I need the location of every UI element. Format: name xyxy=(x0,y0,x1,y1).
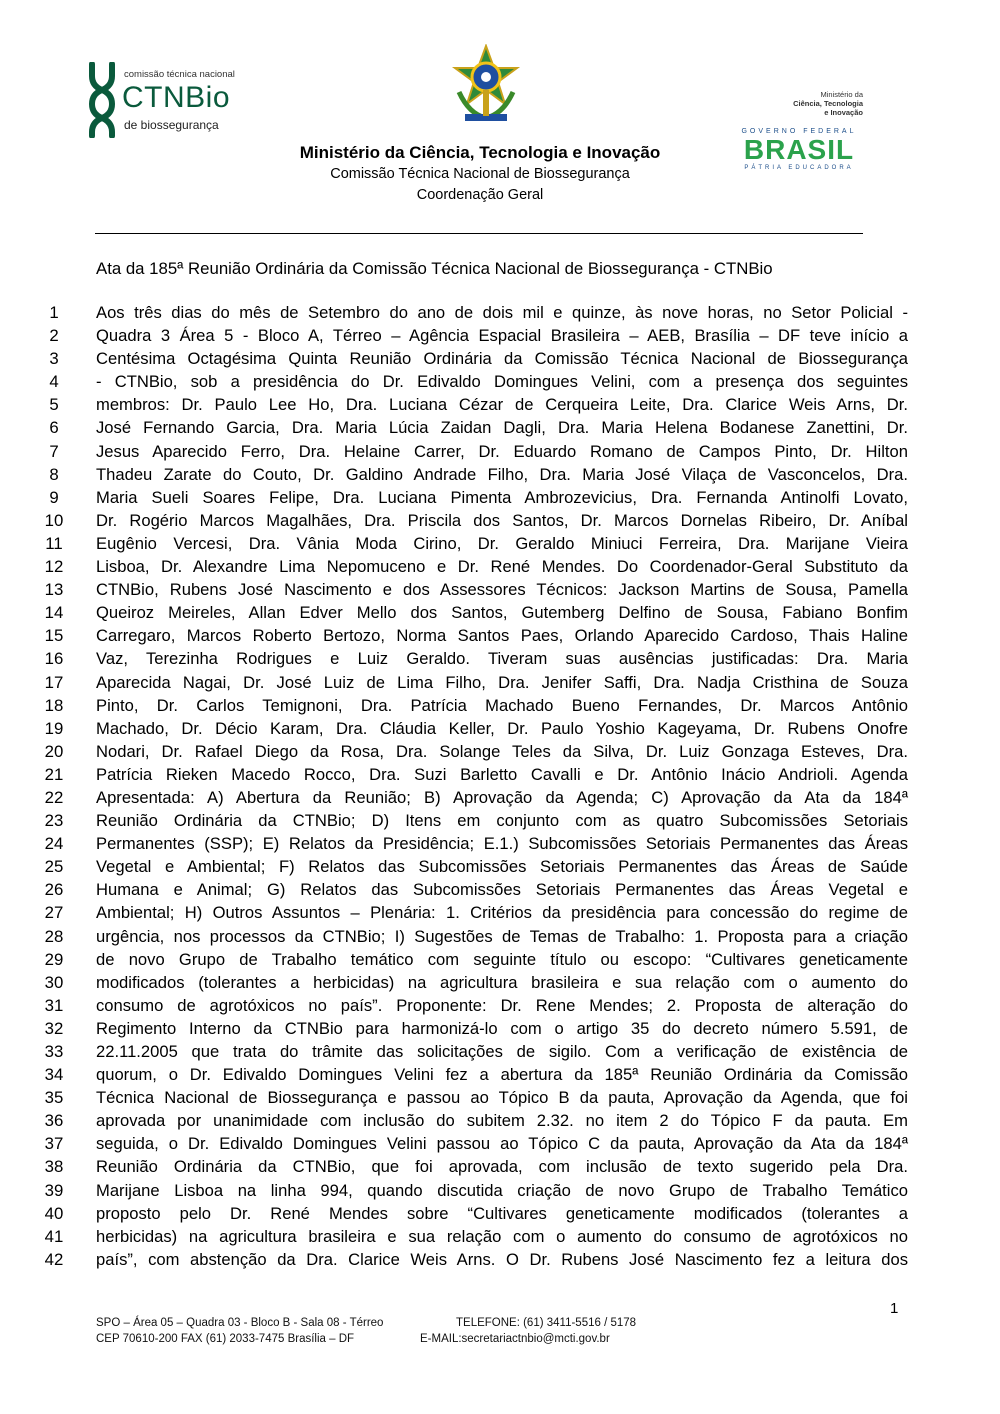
line-number: 1 xyxy=(49,303,59,322)
document-line: modificados (tolerantes a herbicidas) na agricultura brasileira e sua relação com o aumento do xyxy=(96,972,908,992)
document-line: Regimento Interno da CTNBio para harmonizá-lo com o artigo 35 do decreto número 5.591, de xyxy=(96,1018,908,1038)
document-line: José Fernando Garcia, Dra. Maria Lúcia Zaidan Dagli, Dra. Maria Helena Bodanese Zanettini, Dr. xyxy=(96,418,908,438)
line-number: 7 xyxy=(49,441,59,461)
line-number: 25 xyxy=(44,857,64,877)
line-number: 35 xyxy=(44,1088,64,1108)
line-number-column xyxy=(40,301,68,1271)
ctnbio-logo-small-text: comissão técnica nacional xyxy=(124,69,235,80)
document-line: herbicidas) na agricultura brasileira e sua relação com o aumento do consumo de agrotóxicos no xyxy=(96,1226,908,1246)
gov-logo-brand: BRASIL xyxy=(743,134,855,165)
line-number: 20 xyxy=(44,741,64,761)
document-line: Reunião Ordinária da CTNBio; D) Itens em conjunto com as quatro Subcomissões Setoriais xyxy=(96,811,908,831)
line-number: 29 xyxy=(44,949,64,969)
gov-logo-top-text: GOVERNO FEDERAL xyxy=(741,128,857,135)
document-line: Permanentes (SSP); E) Relatos da Presidência; E.1.) Subcomissões Setoriais Permanentes das Áreas xyxy=(96,834,908,854)
line-number: 34 xyxy=(44,1065,64,1085)
line-number: 40 xyxy=(44,1203,64,1223)
document-line: Maria Sueli Soares Felipe, Dra. Luciana Pimenta Ambrozevicius, Dra. Fernanda Antinolfi Lovato, xyxy=(96,487,908,507)
document-line: Vaz, Terezinha Rodrigues e Luiz Geraldo. Tiveram suas ausências justificadas: Dra. Maria xyxy=(96,649,908,669)
document-line: Aos três dias do mês de Setembro do ano de dois mil e quinze, às nove horas, no Setor Policial - xyxy=(96,303,908,322)
document-line: Ambiental; H) Outros Assuntos – Plenária: 1. Critérios da presidência para concessão do regime de xyxy=(96,903,908,923)
document-line: Lisboa, Dr. Alexandre Lima Nepomuceno e Dr. René Mendes. Do Coordenador-Geral Substituto da xyxy=(96,557,908,577)
line-number: 18 xyxy=(44,695,64,715)
line-number: 16 xyxy=(44,649,64,669)
document-line: Dr. Rogério Marcos Magalhães, Dra. Priscila dos Santos, Dr. Marcos Dornelas Ribeiro, Dr. Aníbal xyxy=(96,510,908,530)
line-number: 21 xyxy=(44,764,64,784)
line-number: 17 xyxy=(44,672,64,692)
line-number: 2 xyxy=(49,326,59,346)
document-line: consumo de agrotóxicos no país”. Proponente: Dr. Rene Mendes; 2. Proposta de alteração do xyxy=(96,995,908,1015)
document-line: 22.11.2005 que trata do trâmite das solicitações de sigilo. Com a verificação de existência de xyxy=(96,1042,908,1061)
document-line: Apresentada: A) Abertura da Reunião; B) Aprovação da Agenda; C) Aprovação da Ata da 184ª xyxy=(96,787,908,807)
document-line: Carregaro, Marcos Roberto Bertozo, Norma Santos Paes, Orlando Aparecido Cardoso, Thais Haline xyxy=(96,626,908,646)
footer-email[interactable]: E-MAIL:secretariactnbio@mcti.gov.br xyxy=(420,1333,610,1345)
ctnbio-logo-subtitle: de biossegurança xyxy=(124,118,219,132)
line-number: 33 xyxy=(44,1042,64,1061)
line-number: 39 xyxy=(44,1180,64,1200)
document-line: Vegetal e Ambiental; F) Relatos das Subcomissões Setoriais Permanentes das Áreas de Saúde xyxy=(96,857,908,877)
line-number: 42 xyxy=(44,1249,64,1269)
line-number: 36 xyxy=(44,1111,64,1131)
line-number: 41 xyxy=(44,1226,64,1246)
document-line: Machado, Dr. Décio Karam, Dra. Cláudia Keller, Dr. Paulo Yoshio Kageyama, Dr. Rubens Onofre xyxy=(96,718,908,738)
line-number: 24 xyxy=(44,834,64,854)
line-number: 31 xyxy=(44,995,64,1015)
ctnbio-logo-name: CTNBio xyxy=(122,81,231,114)
document-line: de novo Grupo de Trabalho temático com seguinte título ou escopo: “Cultivares geneticamente xyxy=(96,949,908,969)
document-line: Marijane Lisboa na linha 994, quando discutida criação de novo Grupo de Trabalho Temático xyxy=(96,1180,908,1200)
line-number: 9 xyxy=(49,487,59,507)
commission-title: Comissão Técnica Nacional de Biossegurança xyxy=(330,166,630,182)
line-number: 19 xyxy=(44,718,64,738)
footer-address-line1: SPO – Área 05 – Quadra 03 - Bloco B - Sala 08 - Térreo xyxy=(96,1317,384,1329)
document-line: proposto pelo Dr. René Mendes sobre “Cultivares geneticamente modificados (tolerantes a xyxy=(96,1203,908,1223)
document-line: Técnica Nacional de Biossegurança e passou ao Tópico B da pauta, Aprovação da Agenda, que foi xyxy=(96,1088,908,1108)
brazil-coat-of-arms-icon xyxy=(449,44,523,126)
document-line: país”, com abstenção da Dra. Clarice Weis Arns. O Dr. Rubens José Nascimento fez a leitura dos xyxy=(96,1249,908,1269)
document-line: Thadeu Zarate do Couto, Dr. Galdino Andrade Filho, Dra. Maria José Vilaça de Vasconcelos, Dra. xyxy=(96,464,908,484)
governo-federal-logo xyxy=(734,128,864,172)
line-number: 10 xyxy=(44,510,64,530)
line-number: 26 xyxy=(44,880,64,900)
mcti-logo-line: Ciência, Tecnologia xyxy=(793,99,863,108)
coordination-title: Coordenação Geral xyxy=(416,187,544,203)
document-line: CTNBio, Rubens José Nascimento e dos Assessores Técnicos: Jackson Martins de Sousa, Pamella xyxy=(96,580,908,600)
document-line: Pinto, Dr. Carlos Temignoni, Dra. Patrícia Machado Bueno Fernandes, Dr. Marcos Antônio xyxy=(96,695,908,715)
document-line: Centésima Octagésima Quinta Reunião Ordinária da Comissão Técnica Nacional de Biossegurança xyxy=(96,349,908,369)
footer-address-line2: CEP 70610-200 FAX (61) 2033-7475 Brasília – DF xyxy=(96,1333,355,1345)
mcti-logo xyxy=(770,90,863,117)
document-line: Jesus Aparecido Ferro, Dra. Helaine Carrer, Dr. Eduardo Romano de Campos Pinto, Dr. Hilton xyxy=(96,441,908,461)
line-number: 30 xyxy=(44,972,64,992)
line-number: 32 xyxy=(44,1018,64,1038)
line-number: 14 xyxy=(44,603,64,623)
ctnbio-logo xyxy=(86,62,236,142)
header-divider xyxy=(95,233,863,234)
document-line: Quadra 3 Área 5 - Bloco A, Térreo – Agência Espacial Brasileira – AEB, Brasília – DF teve início a xyxy=(96,326,908,346)
document-line: Patrícia Rieken Macedo Rocco, Dra. Suzi Barletto Cavalli e Dr. Antônio Inácio Andrioli. Agenda xyxy=(96,764,908,784)
line-number: 27 xyxy=(44,903,64,923)
document-line: Queiroz Meireles, Allan Edver Mello dos Santos, Gutemberg Delfino de Sousa, Fabiano Bonfim xyxy=(96,603,908,623)
ctnbio-dna-icon xyxy=(86,62,118,138)
line-number: 15 xyxy=(44,626,64,646)
gov-logo-tagline: PÁTRIA EDUCADORA xyxy=(744,165,854,171)
mcti-logo-line: Ministério da xyxy=(820,90,863,99)
document-line: Reunião Ordinária da CTNBio, que foi aprovada, com inclusão de texto sugerido pela Dra. xyxy=(96,1157,908,1177)
line-number: 28 xyxy=(44,926,64,946)
line-number: 13 xyxy=(44,580,64,600)
page-number: 1 xyxy=(890,1300,899,1317)
line-number: 37 xyxy=(44,1134,64,1154)
line-number: 23 xyxy=(44,811,64,831)
ministry-title: Ministério da Ciência, Tecnologia e Inovação xyxy=(299,143,661,162)
line-number: 38 xyxy=(44,1157,64,1177)
footer-phone: TELEFONE: (61) 3411-5516 / 5178 xyxy=(456,1317,637,1329)
document-line: urgência, nos processos da CTNBio; I) Sugestões de Temas de Trabalho: 1. Proposta para a criação xyxy=(96,926,908,946)
document-line: Nodari, Dr. Rafael Diego da Rosa, Dra. Solange Teles da Silva, Dr. Luiz Gonzaga Esteves, Dra. xyxy=(96,741,908,761)
document-line: - CTNBio, sob a presidência do Dr. Edivaldo Domingues Velini, com a presença dos seguintes xyxy=(96,372,908,392)
line-number: 12 xyxy=(44,557,64,577)
document-line: aprovada por unanimidade com inclusão do subitem 2.32. no item 2 do Tópico F da pauta. Em xyxy=(96,1111,908,1131)
document-line: Humana e Animal; G) Relatos das Subcomissões Setoriais Permanentes das Áreas Vegetal e xyxy=(96,880,908,900)
document-body xyxy=(96,301,908,1271)
line-number: 5 xyxy=(49,395,59,415)
line-number: 8 xyxy=(49,464,59,484)
document-title: Ata da 185ª Reunião Ordinária da Comissão Técnica Nacional de Biossegurança - CTNBio xyxy=(96,259,773,278)
document-line: Aparecida Nagai, Dr. José Luiz de Lima Filho, Dra. Jenifer Saffi, Dra. Nadja Cristhina de Souza xyxy=(96,672,908,692)
line-number: 4 xyxy=(49,372,59,392)
document-line: seguida, o Dr. Edivaldo Domingues Velini passou ao Tópico C da pauta, Aprovação da Ata da 184ª xyxy=(96,1134,908,1154)
line-number: 6 xyxy=(49,418,59,438)
line-number: 3 xyxy=(49,349,59,369)
mcti-logo-line: e Inovação xyxy=(824,108,863,117)
document-line: Eugênio Vercesi, Dra. Vânia Moda Cirino, Dr. Geraldo Miniuci Ferreira, Dra. Marijane Vieira xyxy=(96,533,908,553)
line-number: 22 xyxy=(44,787,64,807)
document-line: quorum, o Dr. Edivaldo Domingues Velini fez a abertura da 185ª Reunião Ordinária da Comissão xyxy=(96,1065,908,1085)
line-number: 11 xyxy=(45,533,63,553)
document-line: membros: Dr. Paulo Lee Ho, Dra. Luciana Cézar de Cerqueira Leite, Dra. Clarice Weis Arns, Dr. xyxy=(96,395,908,415)
